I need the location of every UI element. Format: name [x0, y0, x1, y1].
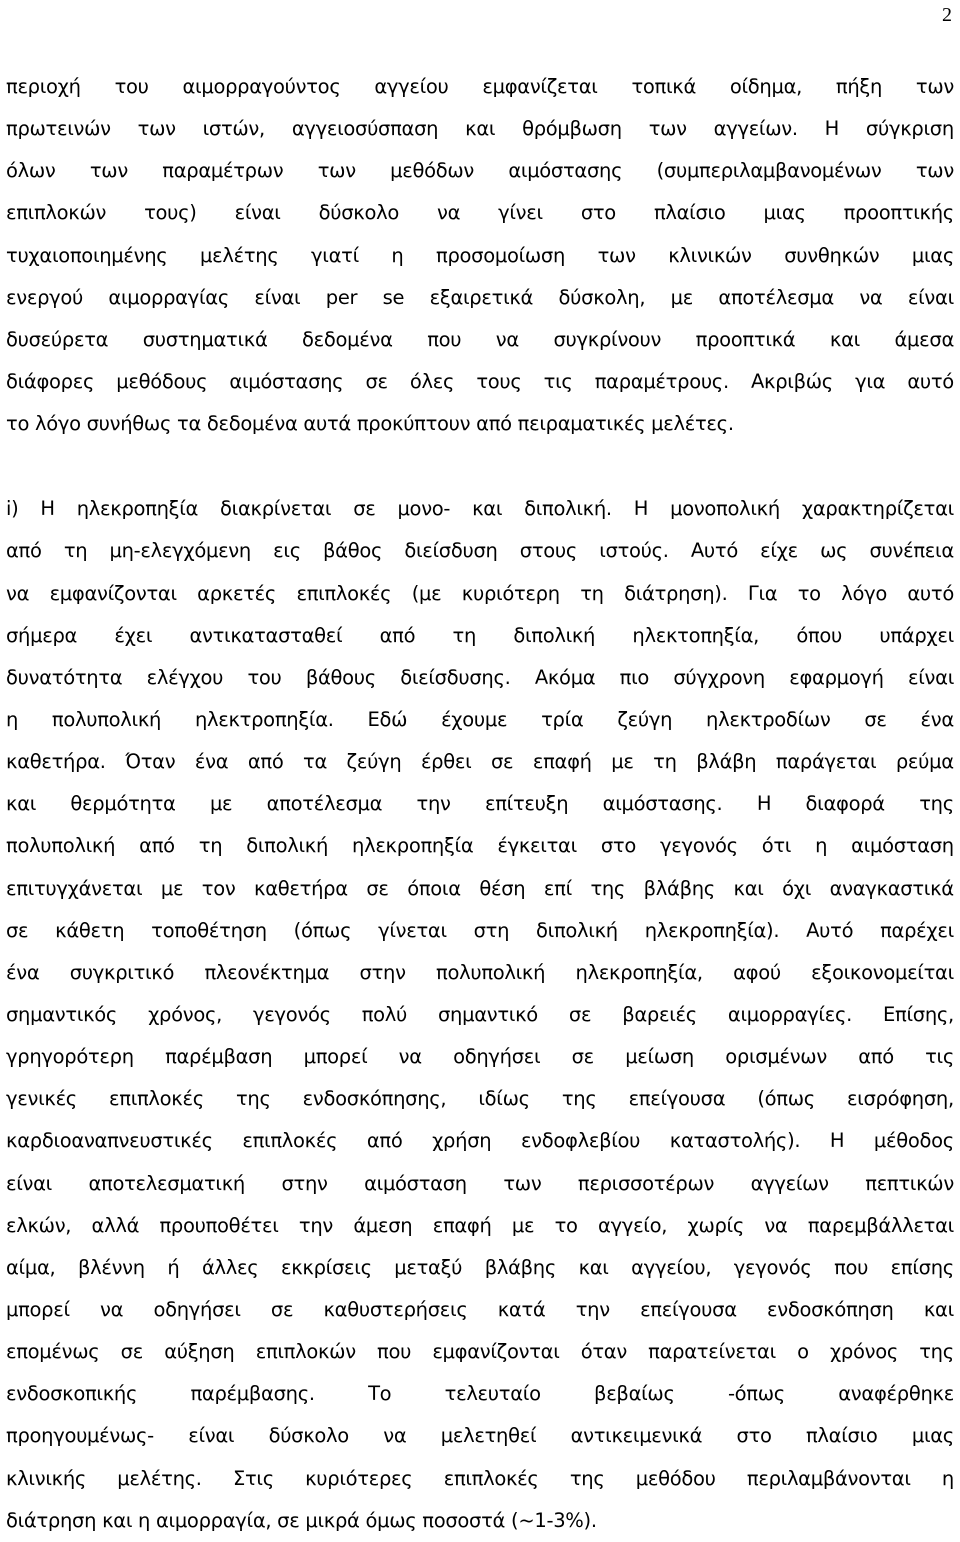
- text-line: γενικές επιπλοκές της ενδοσκόπησης, ιδίως της επείγουσα (όπως εισρόφηση,: [6, 1087, 954, 1111]
- text-line: γρηγορότερη παρέμβαση μπορεί να οδηγήσει σε μείωση ορισμένων από τις: [6, 1045, 954, 1069]
- text-line: δυσεύρετα συστηματικά δεδομένα που να συγκρίνουν προοπτικά και άμεσα: [6, 327, 954, 351]
- text-line: πολυπολική από τη διπολική ηλεκροπηξία έγκειται στο γεγονός ότι η αιμόσταση: [6, 834, 954, 858]
- text-line: σημαντικός χρόνος, γεγονός πολύ σημαντικό σε βαρειές αιμορραγίες. Επίσης,: [6, 1002, 954, 1026]
- text-line: κλινικής μελέτης. Στις κυριότερες επιπλοκές της μεθόδου περιλαμβάνονται η: [6, 1466, 954, 1490]
- text-line: μπορεί να οδηγήσει σε καθυστερήσεις κατά την επείγουσα ενδοσκόπηση και: [6, 1297, 954, 1321]
- text-line: ενεργού αιμορραγίας είναι per se εξαιρετικά δύσκολη, με αποτέλεσμα να είναι: [6, 285, 954, 309]
- text-line: από τη μη-ελεγχόμενη εις βάθος διείσδυση στους ιστούς. Αυτό είχε ως συνέπεια: [6, 539, 954, 563]
- paragraph-1: [6, 66, 954, 445]
- text-line: αίμα, βλέννη ή άλλες εκκρίσεις μεταξύ βλάβης και αγγείου, γεγονός που επίσης: [6, 1255, 954, 1279]
- text-line: δυνατότητα ελέγχου του βάθους διείσδυσης. Ακόμα πιο σύγχρονη εφαρμογή είναι: [6, 665, 954, 689]
- text-line: καθετήρα. Όταν ένα από τα ζεύγη έρθει σε επαφή με τη βλάβη παράγεται ρεύμα: [6, 750, 954, 774]
- text-line: διάτρηση και η αιμορραγία, σε μικρά όμως ποσοστά (~1-3%).: [6, 1508, 597, 1532]
- text-line: σήμερα έχει αντικατασταθεί από τη διπολική ηλεκτοπηξία, όπου υπάρχει: [6, 623, 954, 647]
- text-line: επομένως σε αύξηση επιπλοκών που εμφανίζονται όταν παρατείνεται ο χρόνος της: [6, 1340, 954, 1364]
- text-line: και θερμότητα με αποτέλεσμα την επίτευξη αιμόστασης. Η διαφορά της: [6, 792, 954, 816]
- paragraph-gap: [6, 445, 954, 488]
- text-line: επιτυγχάνεται με τον καθετήρα σε όποια θέση επί της βλάβης και όχι αναγκαστικά: [6, 876, 954, 900]
- text-line: το λόγο συνήθως τα δεδομένα αυτά προκύπτουν από πειραματικές μελέτες.: [6, 412, 734, 436]
- text-line: ενδοσκοπικής παρέμβασης. Το τελευταίο βεβαίως -όπως αναφέρθηκε: [6, 1382, 954, 1406]
- text-line: ελκών, αλλά προυποθέτει την άμεση επαφή με το αγγείο, χωρίς να παρεμβάλλεται: [6, 1213, 954, 1237]
- text-line: προηγουμένως- είναι δύσκολο να μελετηθεί αντικειμενικά στο πλαίσιο μιας: [6, 1424, 954, 1448]
- text-line: καρδιοαναπνευστικές επιπλοκές από χρήση ενδοφλεβίου καταστολής). Η μέθοδος: [6, 1129, 954, 1153]
- text-line: να εμφανίζονται αρκετές επιπλοκές (με κυριότερη τη διάτρηση). Για το λόγο αυτό: [6, 581, 954, 605]
- text-line: τυχαιοποιημένης μελέτης γιατί η προσομοίωση των κλινικών συνθηκών μιας: [6, 243, 954, 267]
- page-number: 2: [942, 4, 952, 26]
- text-line: διάφορες μεθόδους αιμόστασης σε όλες τους τις παραμέτρους. Ακριβώς για αυτό: [6, 369, 954, 393]
- text-line: ένα συγκριτικό πλεονέκτημα στην πολυπολική ηλεκροπηξία, αφού εξοικονομείται: [6, 960, 954, 984]
- text-line: σε κάθετη τοποθέτηση (όπως γίνεται στη διπολική ηλεκροπηξία). Αυτό παρέχει: [6, 918, 954, 942]
- paragraph-2: [6, 488, 954, 1542]
- text-line: η πολυπολική ηλεκτροπηξία. Εδώ έχουμε τρία ζεύγη ηλεκτροδίων σε ένα: [6, 707, 954, 731]
- text-line: περιοχή του αιμορραγούντος αγγείου εμφανίζεται τοπικά οίδημα, πήξη των: [6, 75, 954, 98]
- text-line: όλων των παραμέτρων των μεθόδων αιμόστασης (συμπεριλαμβανομένων των: [6, 159, 954, 183]
- text-line: i) Η ηλεκροπηξία διακρίνεται σε μονο- και διπολική. Η μονοπολική χαρακτηρίζεται: [6, 497, 954, 521]
- document-body: [6, 66, 954, 1542]
- text-line: επιπλοκών τους) είναι δύσκολο να γίνει στο πλαίσιο μιας προοπτικής: [6, 201, 954, 225]
- text-line: πρωτεινών των ιστών, αγγειοσύσπαση και θρόμβωση των αγγείων. Η σύγκριση: [6, 117, 954, 141]
- text-line: είναι αποτελεσματική στην αιμόσταση των περισσοτέρων αγγείων πεπτικών: [6, 1171, 954, 1195]
